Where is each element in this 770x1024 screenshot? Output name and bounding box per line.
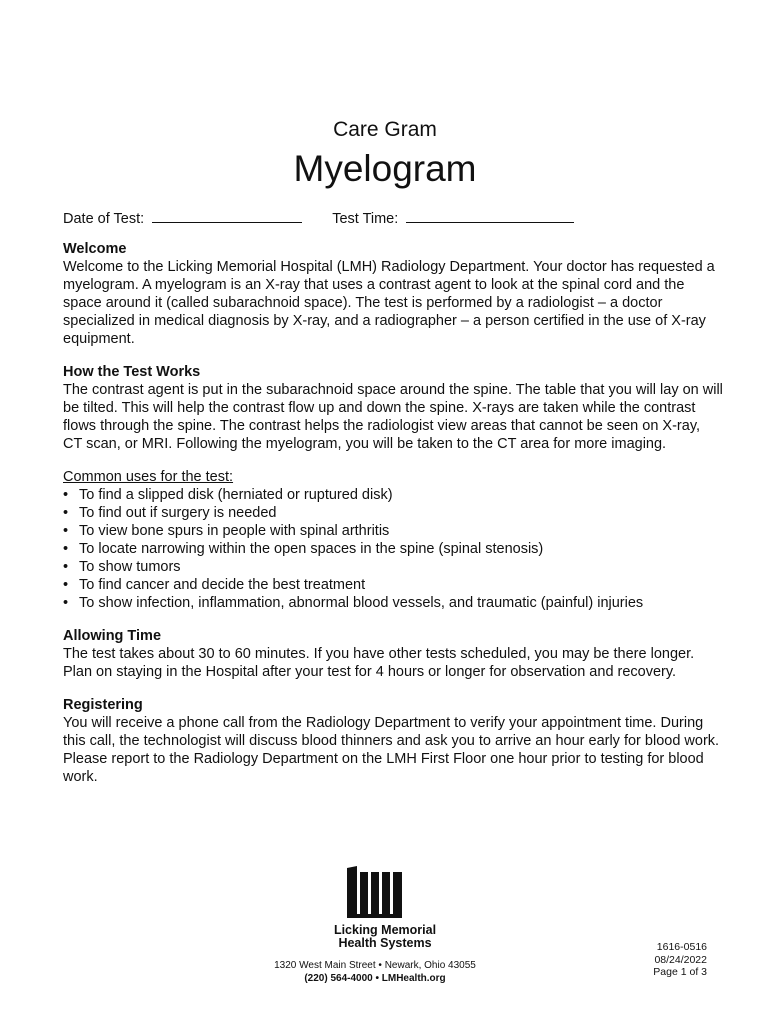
allowing-body: The test takes about 30 to 60 minutes. If you have other tests scheduled, you may be there longer. Plan on staying in the Hospital after your test for 4 hours or longer for observation and recovery. xyxy=(63,646,695,680)
allowing-heading: Allowing Time xyxy=(63,628,162,644)
bullet-icon: • xyxy=(63,595,69,611)
how-body: The contrast agent is put in the subarachnoid space around the spine. The table that you will lay on will be tilted. This will help the contrast flow up and down the spine. X-rays are taken while the contrast flows through the spine. The contrast helps the radiologist view areas that cannot be seen on X-ray, CT scan, or MRI. Following the myelogram, you will be taken to the CT area for more imaging. xyxy=(63,382,723,452)
test-time-label: Test Time: xyxy=(332,211,399,227)
bullet-icon: • xyxy=(63,487,69,503)
list-item: • To show tumors xyxy=(63,559,181,575)
list-item: • To show infection, inflammation, abnormal blood vessels, and traumatic (painful) injuries xyxy=(63,595,644,611)
list-item: • To find out if surgery is needed xyxy=(63,505,277,521)
list-item: • To find a slipped disk (herniated or ruptured disk) xyxy=(63,487,393,503)
org-line-2: Health Systems xyxy=(338,936,432,950)
page-number: Page 1 of 3 xyxy=(653,966,707,978)
welcome-body: Welcome to the Licking Memorial Hospital (LMH) Radiology Department. Your doctor has requested a myelogram. A myelogram is an X-ray that uses a contrast agent to look at the spinal cord and the space around it (called subarachnoid space). The test is performed by a radiologist – a doctor specialized in medical diagnosis by X-ray, and a radiographer – a person certified in the use of X-ray equipment. xyxy=(63,259,715,347)
org-line-1: Licking Memorial xyxy=(333,923,437,937)
bullet-icon: • xyxy=(63,523,69,539)
bullet-icon: • xyxy=(63,541,69,557)
uses-heading: Common uses for the test: xyxy=(63,469,234,485)
footer-phone: (220) 564-4000 • LMHealth.org xyxy=(304,973,446,984)
document-info xyxy=(653,941,707,979)
list-item: • To locate narrowing within the open spaces in the spine (spinal stenosis) xyxy=(63,541,544,557)
page-title: Myelogram xyxy=(293,148,477,189)
registering-heading: Registering xyxy=(63,697,143,713)
date-of-test-blank xyxy=(152,208,302,223)
care-gram-label: Care Gram xyxy=(333,118,437,141)
uses-list xyxy=(63,486,723,612)
lmh-logo-icon xyxy=(345,866,405,925)
test-fields xyxy=(63,208,574,227)
bullet-icon: • xyxy=(63,505,69,521)
list-item: • To find cancer and decide the best treatment xyxy=(63,577,366,593)
footer-address-block xyxy=(0,959,750,985)
registering-body: You will receive a phone call from the Radiology Department to verify your appointment time. During this call, the technologist will discuss blood thinners and ask you to arrive an hour early for blood work. Please report to the Radiology Department on the LMH First Floor one hour prior to testing for blood work. xyxy=(63,715,720,785)
welcome-heading: Welcome xyxy=(63,241,127,257)
main-content xyxy=(63,240,723,801)
list-item: • To view bone spurs in people with spinal arthritis xyxy=(63,523,390,539)
test-time-blank xyxy=(406,208,574,223)
bullet-icon: • xyxy=(63,577,69,593)
how-heading: How the Test Works xyxy=(63,364,201,380)
doc-number: 1616-0516 xyxy=(656,941,707,953)
footer-address: 1320 West Main Street • Newark, Ohio 43055 xyxy=(274,960,476,971)
date-of-test-label: Date of Test: xyxy=(63,211,145,227)
bullet-icon: • xyxy=(63,559,69,575)
doc-date: 08/24/2022 xyxy=(654,953,707,966)
